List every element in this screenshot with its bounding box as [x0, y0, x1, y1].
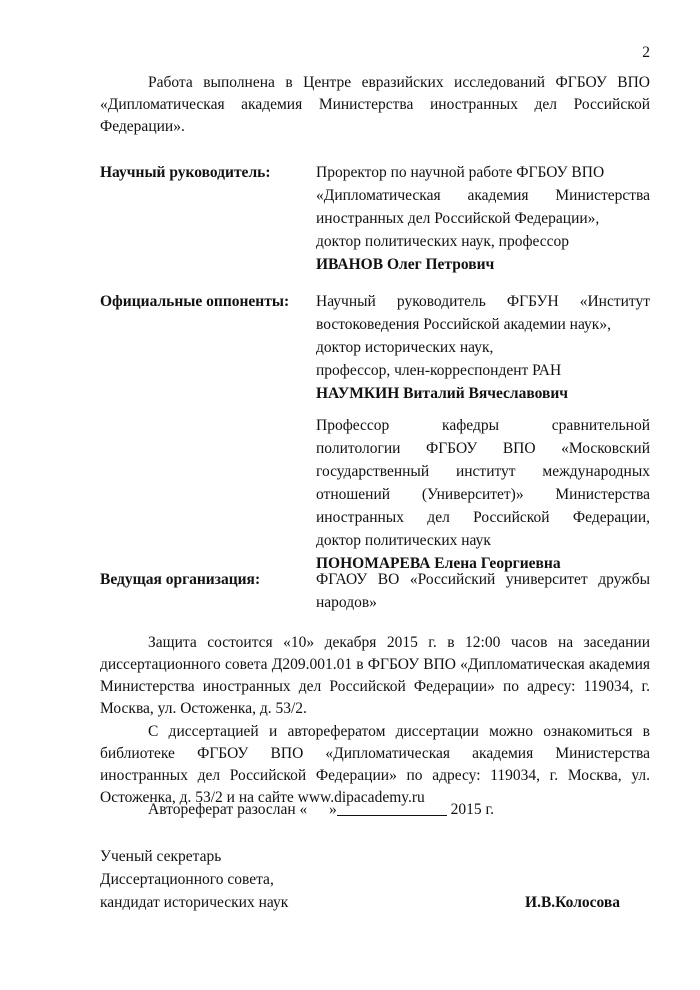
opponent-line: Профессор кафедры сравнительной: [316, 417, 650, 434]
secretary-line: кандидат исторических наук: [100, 894, 289, 911]
intro-paragraph: Работа выполнена в Центре евразийских исследований ФГБОУ ВПО «Дипломатическая академия Министерства иностранных дел Российской Федерации».: [100, 74, 650, 135]
library-paragraph: С диссертацией и авторефератом диссертации можно ознакомиться в библиотеке ФГБОУ ВПО «Дипломатическая академия Министерства иностранных дел Российской Федерации» по адресу: 119034, г. Москва, ул. Остоженка, д. 53/2 и на сайте www.dipacademy.ru: [100, 723, 650, 806]
leading-org-line: народов»: [316, 594, 377, 611]
secretary-block: [100, 845, 650, 914]
sent-prefix: Автореферат разослан «: [148, 801, 308, 818]
supervisor-line: доктор политических наук, профессор: [316, 233, 570, 250]
opponents-label: Официальные оппоненты:: [100, 293, 290, 310]
supervisor-line: «Дипломатическая академия Министерства: [316, 187, 650, 204]
leading-org-label: Ведущая организация:: [100, 571, 261, 588]
opponent-line: доктор исторических наук,: [316, 339, 494, 356]
supervisor-details: [316, 161, 650, 276]
supervisor-line: иностранных дел Российской Федерации»,: [316, 210, 600, 227]
defense-paragraph: Защита состоится «10» декабря 2015 г. в 12:00 часов на заседании диссертационного совета Д209.001.01 в ФГБОУ ВПО «Дипломатическая академия Министерства иностранных дел Российской Федерации» по адресу: 119034, г. Москва, ул. Остоженка, д. 53/2.: [100, 634, 650, 717]
opponent-line: профессор, член-корреспондент РАН: [316, 362, 562, 379]
opponent-line: политологии ФГБОУ ВПО «Московский: [316, 440, 650, 457]
supervisor-name: ИВАНОВ Олег Петрович: [316, 256, 495, 273]
sent-suffix: 2015 г.: [450, 801, 495, 818]
opponent-name: ПОНОМАРЕВА Елена Георгиевна: [316, 555, 561, 572]
opponent-line: отношений (Университет)» Министерства: [316, 486, 650, 503]
sent-line: [100, 799, 650, 821]
opponent-first: [316, 290, 650, 405]
opponent-second: [316, 414, 650, 575]
secretary-name: И.В.Колосова: [525, 894, 620, 911]
opponent-line: государственный институт международных: [316, 463, 650, 480]
leading-org-details: [316, 568, 650, 614]
secretary-line: Диссертационного совета,: [100, 871, 274, 888]
page-number: 2: [642, 44, 650, 61]
opponent-line: доктор политических наук: [316, 532, 491, 549]
opponent-line: востоковедения Российской академии наук»,: [316, 316, 611, 333]
opponent-line: иностранных дел Российской Федерации,: [316, 509, 650, 526]
sent-middle: »: [329, 801, 337, 818]
opponent-name: НАУМКИН Виталий Вячеславович: [316, 385, 569, 402]
opponent-line: Научный руководитель ФГБУН «Институт: [316, 293, 650, 310]
secretary-line: Ученый секретарь: [100, 848, 222, 865]
supervisor-label: Научный руководитель:: [100, 164, 271, 181]
date-blank: [337, 801, 447, 816]
leading-org-line: ФГАОУ ВО «Российский университет дружбы: [316, 571, 650, 588]
supervisor-line: Проректор по научной работе ФГБОУ ВПО: [316, 164, 605, 181]
